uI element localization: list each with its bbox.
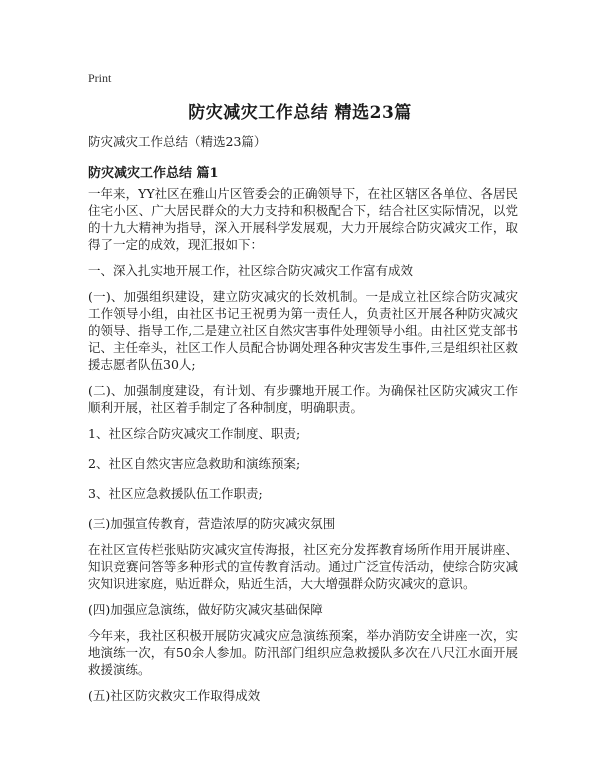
paragraph-heading-3: (三)加强宣传教育，营造浓厚的防灾减灾氛围 [88, 516, 336, 531]
paragraph-heading-4: (四)加强应急演练，做好防灾减灾基础保障 [88, 602, 323, 617]
list-item-1: 1、社区综合防灾减灾工作制度、职责; [88, 426, 301, 441]
paragraph-system: (二)、加强制度建设，有计划、有步骤地开展工作。为确保社区防灾减灾工作顺利开展，社区着手制定了各种制度，明确职责。 [88, 383, 518, 415]
document-title: 防灾减灾工作总结 精选23篇 [188, 103, 412, 123]
paragraph-publicity: 在社区宣传栏张贴防灾减灾宣传海报，社区充分发挥教育场所作用开展讲座、知识竞赛问答等多种形式的宣传教育活动。通过广泛宣传活动，使综合防灾减灾知识进家庭，贴近群众，贴近生活，大大增强群众防灾减灾的意识。 [88, 542, 518, 591]
paragraph-intro: 一年来，YY社区在雅山片区管委会的正确领导下，在社区辖区各单位、各居民住宅小区、广大居民群众的大力支持和积极配合下，结合社区实际情况，以党的十九大精神为指导，深入开展科学发展观，大力开展综合防灾减灾工作，取得了一定的成效，现汇报如下： [88, 186, 518, 252]
document-subtitle: 防灾减灾工作总结（精选23篇） [88, 134, 267, 149]
paragraph-organization: (一)、加强组织建设，建立防灾减灾的长效机制。一是成立社区综合防灾减灾工作领导小组，由社区书记王祝勇为第一责任人，负责社区开展各种防灾减灾的领导、指导工作,二是建立社区自然灾害事件处理领导小组。由社区党支部书记、主任牵头，社区工作人员配合协调处理各种灾害发生事件,三是组织社区救援志愿者队伍30人; [88, 289, 518, 372]
print-link[interactable]: Print [88, 71, 112, 85]
paragraph-heading-5: (五)社区防灾救灾工作取得成效 [88, 688, 261, 703]
paragraph-heading-1: 一、深入扎实地开展工作，社区综合防灾减灾工作富有成效 [88, 263, 414, 278]
section-heading: 防灾减灾工作总结 篇1 [88, 166, 219, 181]
list-item-2: 2、社区自然灾害应急救助和演练预案; [88, 456, 301, 471]
paragraph-drills: 今年来，我社区积极开展防灾减灾应急演练预案，举办消防安全讲座一次，实地演练一次，有50余人参加。防汛部门组织应急救援队多次在八尺江水面开展救援演练。 [88, 628, 518, 677]
document-body [88, 185, 518, 713]
list-item-3: 3、社区应急救援队伍工作职责; [88, 486, 263, 501]
